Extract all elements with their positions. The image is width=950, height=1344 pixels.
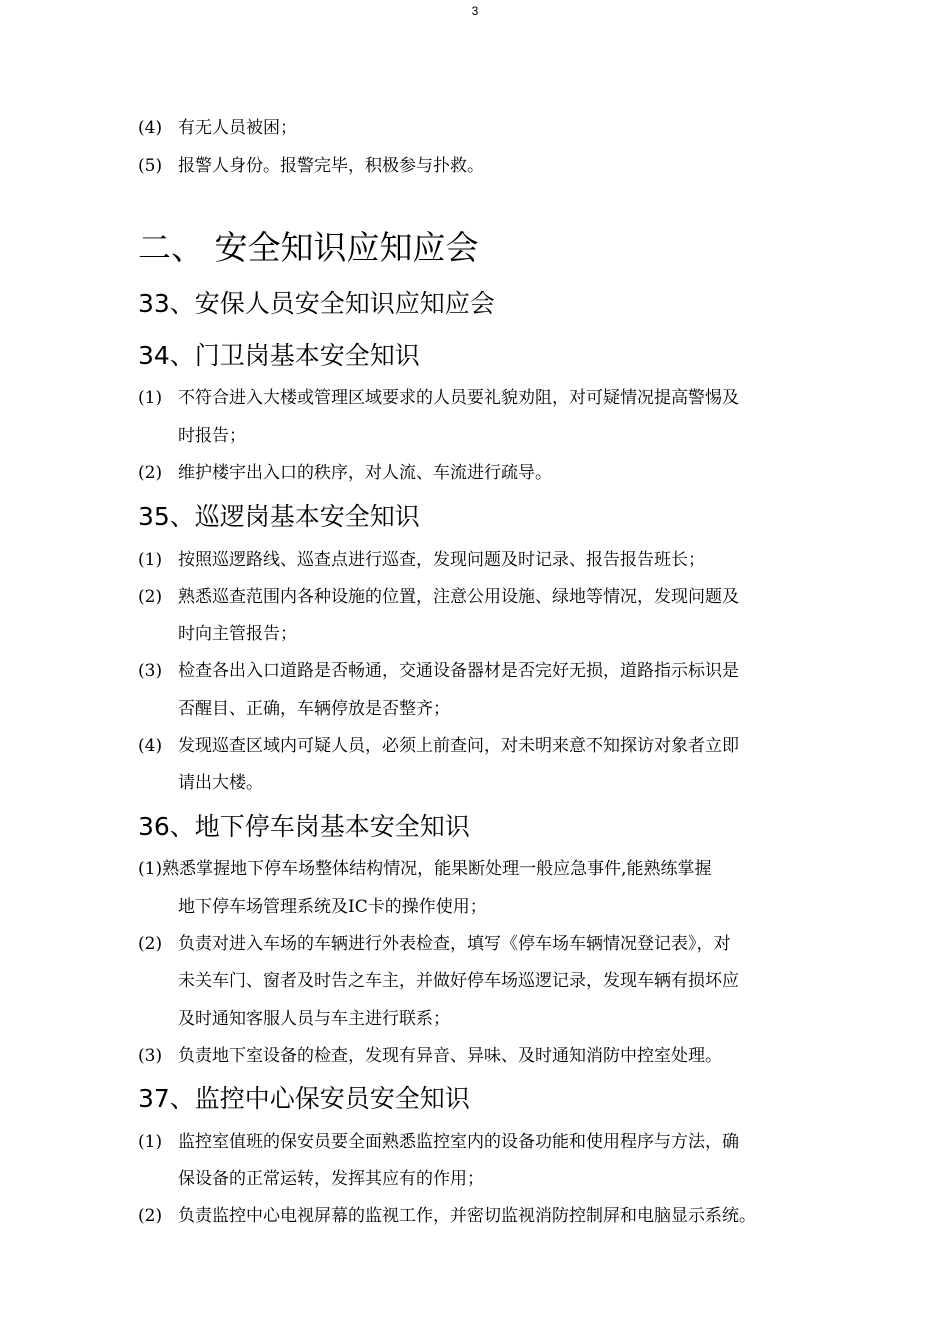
section-heading-36: 36、地下停车岗基本安全知识 — [138, 812, 470, 841]
item-text: 发现巡查区域内可疑人员，必须上前查问，对未明来意不知探访对象者立即 — [178, 736, 739, 756]
item-text: 不符合进入大楼或管理区域要求的人员要礼貌劝阻，对可疑情况提高警惕及 — [178, 388, 739, 408]
item-marker: (3) — [138, 1046, 163, 1066]
list-item — [138, 859, 712, 879]
list-item — [138, 550, 705, 570]
item-text: 负责地下室设备的检查，发现有异音、异味、及时通知消防中控室处理。 — [178, 1046, 722, 1066]
item-text: 按照巡逻路线、巡查点进行巡查，发现问题及时记录、报告报告班长； — [178, 550, 705, 570]
list-item — [138, 388, 739, 408]
list-item — [138, 736, 739, 756]
item-text: 熟悉巡查范围内各种设施的位置，注意公用设施、绿地等情况，发现问题及 — [178, 587, 739, 607]
section-heading-37: 37、监控中心保安员安全知识 — [138, 1084, 470, 1113]
list-item — [138, 1132, 739, 1152]
item-text: 检查各出入口道路是否畅通，交通设备器材是否完好无损，道路指示标识是 — [178, 661, 739, 681]
item-marker: (1) — [138, 388, 163, 408]
item-text: 熟悉掌握地下停车场整体结构情况，能果断处理一般应急事件,能熟练掌握 — [162, 859, 712, 879]
list-item — [138, 934, 731, 954]
item-marker: (1) — [138, 1132, 163, 1152]
item-continuation: 请出大楼。 — [178, 773, 263, 793]
item-text: 负责监控中心电视屏幕的监视工作，并密切监视消防控制屏和电脑显示系统。 — [178, 1206, 756, 1226]
item-marker: (4) — [138, 118, 163, 138]
item-marker: (1) — [138, 859, 163, 879]
item-marker: (4) — [138, 736, 163, 756]
item-continuation: 否醒目、正确，车辆停放是否整齐； — [178, 699, 450, 719]
item-text: 有无人员被困； — [178, 118, 297, 138]
item-text: 负责对进入车场的车辆进行外表检查，填写《停车场车辆情况登记表》，对 — [178, 934, 731, 954]
item-marker: (1) — [138, 550, 163, 570]
item-marker: (3) — [138, 661, 163, 681]
list-item — [138, 463, 552, 483]
list-item — [138, 661, 739, 681]
item-marker: (2) — [138, 1206, 163, 1226]
item-marker: (5) — [138, 156, 163, 176]
item-continuation: 及时通知客服人员与车主进行联系； — [178, 1009, 450, 1029]
list-item — [138, 118, 297, 138]
item-text: 维护楼宇出入口的秩序，对人流、车流进行疏导。 — [178, 463, 552, 483]
item-continuation: 保设备的正常运转，发挥其应有的作用； — [178, 1169, 484, 1189]
item-marker: (2) — [138, 463, 163, 483]
page-number: 3 — [471, 4, 479, 18]
item-continuation: 未关车门、窗者及时告之车主，并做好停车场巡逻记录，发现车辆有损坏应 — [178, 971, 739, 991]
section-heading-35: 35、巡逻岗基本安全知识 — [138, 502, 420, 531]
section-heading-33: 33、安保人员安全知识应知应会 — [138, 289, 495, 318]
section-heading-34: 34、门卫岗基本安全知识 — [138, 341, 420, 370]
list-item — [138, 587, 739, 607]
item-continuation: 时向主管报告； — [178, 624, 297, 644]
item-marker: (2) — [138, 934, 163, 954]
item-text: 监控室值班的保安员要全面熟悉监控室内的设备功能和使用程序与方法，确 — [178, 1132, 739, 1152]
item-continuation: 地下停车场管理系统及IC卡的操作使用； — [178, 897, 487, 917]
list-item — [138, 1046, 722, 1066]
list-item — [138, 1206, 756, 1226]
chapter-title: 二、 安全知识应知应会 — [138, 228, 479, 267]
item-continuation: 时报告； — [178, 426, 246, 446]
item-marker: (2) — [138, 587, 163, 607]
item-text: 报警人身份。报警完毕，积极参与扑救。 — [178, 156, 484, 176]
list-item — [138, 156, 484, 176]
